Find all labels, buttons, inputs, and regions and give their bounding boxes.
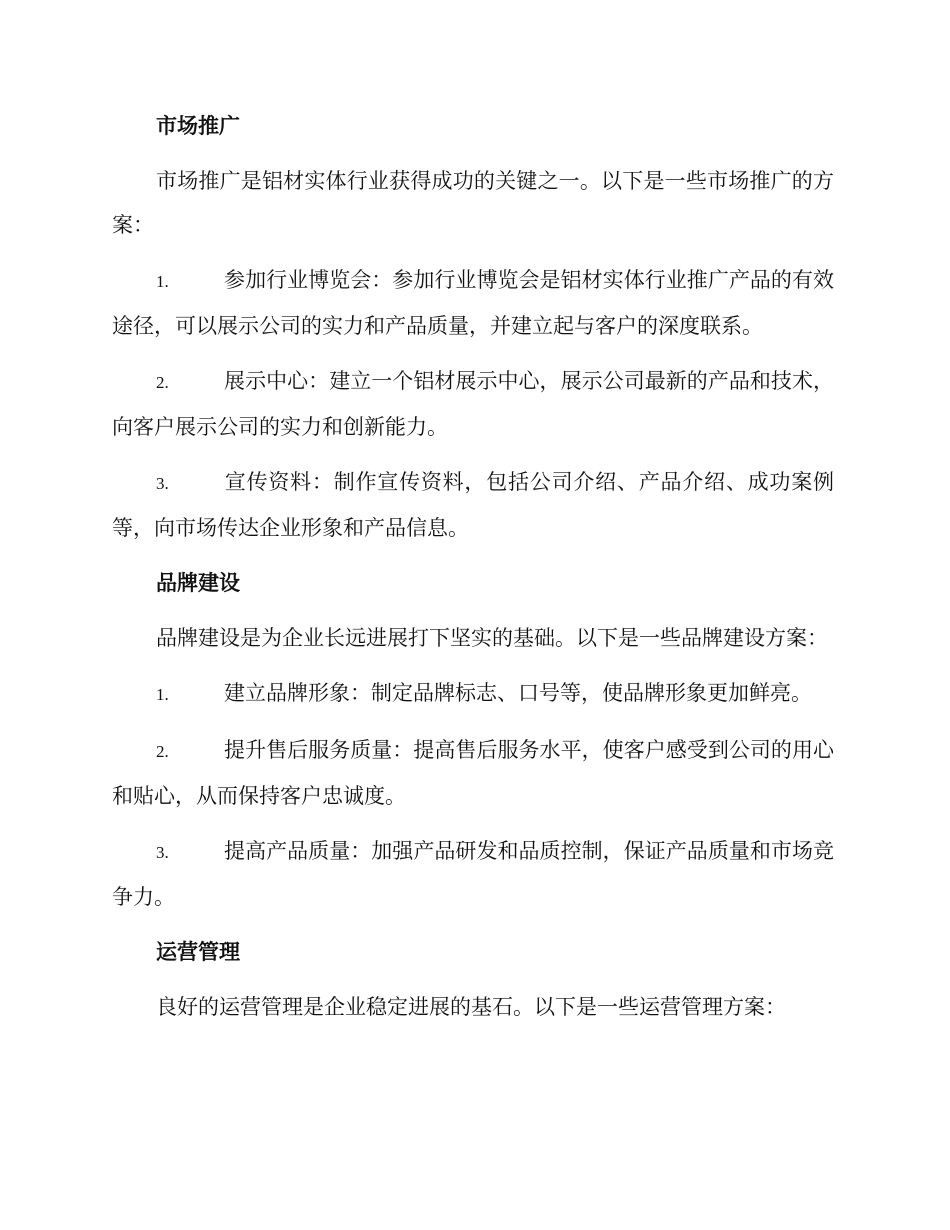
list-item-text: 提高产品质量：加强产品研发和品质控制，保证产品质量和市场竞争力。 [112, 839, 834, 909]
list-item-text: 提升售后服务质量：提高售后服务水平，使客户感受到公司的用心和贴心，从而保持客户忠诚度。 [112, 738, 834, 808]
document-body [112, 104, 834, 1040]
list-item [112, 258, 834, 348]
list-item [112, 829, 834, 919]
section-heading-branding: 品牌建设 [156, 571, 240, 595]
section-intro-branding: 品牌建设是为企业长远进展打下坚实的基础。以下是一些品牌建设方案： [156, 626, 828, 650]
list-item-text: 建立品牌形象：制定品牌标志、口号等，使品牌形象更加鲜亮。 [224, 681, 812, 705]
list-item-text: 参加行业博览会：参加行业博览会是铝材实体行业推广产品的有效途径，可以展示公司的实力和产品质量，并建立起与客户的深度联系。 [112, 268, 834, 338]
list-item-number: 1. [156, 272, 169, 291]
list-item-number: 2. [156, 742, 169, 761]
list-item-number: 2. [156, 373, 169, 392]
section-heading-marketing: 市场推广 [156, 114, 240, 138]
section-intro-marketing: 市场推广是铝材实体行业获得成功的关键之一。以下是一些市场推广的方案： [112, 169, 834, 237]
list-item-text: 宣传资料：制作宣传资料，包括公司介绍、产品介绍、成功案例等，向市场传达企业形象和产品信息。 [112, 470, 834, 540]
list-item-number: 3. [156, 843, 169, 862]
list-item [112, 671, 834, 717]
list-item-number: 1. [156, 685, 169, 704]
list-item [112, 460, 834, 550]
list-item [112, 359, 834, 449]
section-intro-operations: 良好的运营管理是企业稳定进展的基石。以下是一些运营管理方案： [156, 995, 786, 1019]
list-item-number: 3. [156, 474, 169, 493]
section-heading-operations: 运营管理 [156, 940, 240, 964]
list-item-text: 展示中心：建立一个铝材展示中心，展示公司最新的产品和技术，向客户展示公司的实力和创新能力。 [112, 369, 834, 439]
list-item [112, 728, 834, 818]
